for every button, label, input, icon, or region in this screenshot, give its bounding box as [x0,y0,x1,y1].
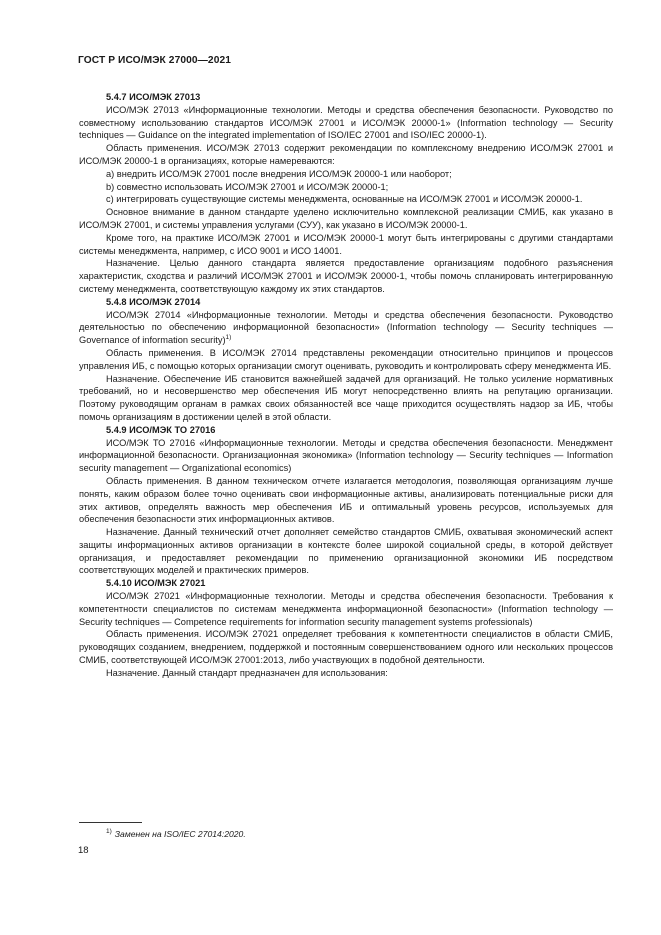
section-heading: 5.4.10 ИСО/МЭК 27021 [106,578,206,589]
paragraph: ИСО/МЭК ТО 27016 «Информационные технологии. Методы и средства обеспечения безопасности. Менеджмент информационной безопасности. Организационная экономика» (Information technology — Security techniques — Information security management — Organizational economics) [79,437,613,474]
paragraph: Область применения. ИСО/МЭК 27013 содержит рекомендации по комплексному внедрению ИСО/МЭК 27001 и ИСО/МЭК 20000-1 в организациях, которые намереваются: [79,143,613,166]
section-heading: 5.4.8 ИСО/МЭК 27014 [106,296,201,307]
list-item: c) интегрировать существующие системы менеджмента, основанные на ИСО/МЭК 27001 и ИСО/МЭК 20000-1. [106,194,583,205]
paragraph: Область применения. ИСО/МЭК 27021 определяет требования к компетентности специалистов в области СМИБ, руководящих созданием, внедрением, поддержкой и постоянным совершенствованием одного или нескольких процессов СМИБ, соответствующей ИСО/МЭК 27001:2013, либо участвующих в подобной деятельности. [79,629,613,666]
footnote-ref: 1) [225,334,232,342]
page-number: 18 [78,845,89,856]
page-header-title: ГОСТ Р ИСО/МЭК 27000—2021 [78,55,231,66]
paragraph: Кроме того, на практике ИСО/МЭК 27001 и ИСО/МЭК 20000-1 могут быть интегрированы с другими стандартами системы менеджмента, например, с ИСО 9001 и ИСО 14001. [79,232,613,256]
paragraph: Назначение. Обеспечение ИБ становится важнейшей задачей для организаций. Не только усиление нормативных требований, но и несовершенство мер обеспечения ИБ могут непосредственно влиять на репутацию организации. Поэтому руководящим органам в рамках своих обязанностей все чаще приходится осуществлять надзор за ИБ, чтобы помочь организациям в достижении целей в этой области. [79,373,613,422]
list-item: b) совместно использовать ИСО/МЭК 27001 и ИСО/МЭК 20000-1; [106,181,389,192]
paragraph: ИСО/МЭК 27021 «Информационные технологии. Методы и средства обеспечения безопасности. Требования к компетентности специалистов по системам менеджмента информационной безопасности» (Information technology — Security techniques — Competence requirements for information security management systems professionals) [79,591,613,627]
paragraph: Область применения. В данном техническом отчете излагается методология, позволяющая организациям лучше понять, каким образом более точно оценивать свои информационные активы, анализировать потенциальные риски для этих активов, определять важность мер обеспечения ИБ и оптимальный уровень ресурсов, используемых для обеспечения безопасности этих информационных активов. [79,475,613,525]
paragraph-text: ИСО/МЭК 27014 «Информационные технологии. Методы и средства обеспечения безопасности. Руководство деятельностью по обеспечению информационной безопасности» (Information technology — Security techniques — Governance of information security) [79,309,613,346]
section-heading: 5.4.9 ИСО/МЭК ТО 27016 [106,424,216,435]
list-item: a) внедрить ИСО/МЭК 27001 после внедрения ИСО/МЭК 20000-1 или наоборот; [106,168,452,179]
footnote [106,826,246,840]
paragraph: Область применения. В ИСО/МЭК 27014 представлены рекомендации относительно принципов и процессов управления ИБ, с помощью которых организации смогут оценивать, руководить и контролировать сферу менеджмента ИБ. [79,347,613,371]
footnote-marker: 1) [106,828,112,835]
paragraph: Назначение. Данный стандарт предназначен для использования: [106,667,388,678]
paragraph: Назначение. Данный технический отчет дополняет семейство стандартов СМИБ, охватывая экономический аспект защиты информационных активов организации в контексте более широкой социальной среды, в которой действует организация, и предоставляет рекомендации по применению организационной экономики ИБ посредством соответствующих моделей и практических примеров. [79,527,613,576]
footnote-divider [79,822,142,823]
paragraph: Основное внимание в данном стандарте уделено исключительно комплексной реализации СМИБ, как указано в ИСО/МЭК 27001, и системы управления услугами (СУУ), как указано в ИСО/МЭК 20000-1. [79,207,613,230]
footnote-text: Заменен на ISO/IEC 27014:2020. [114,829,246,839]
document-body [79,91,613,680]
section-heading: 5.4.7 ИСО/МЭК 27013 [106,92,201,102]
paragraph-with-footnote [79,309,613,347]
paragraph: ИСО/МЭК 27013 «Информационные технологии. Методы и средства обеспечения безопасности. Руководство по совместному использованию стандартов ИСО/МЭК 27001 и ИСО/МЭК 20000-1» (Information technology — Security techniques — Guidance on the integrated implementation of ISO/IEC 27001 and ISO/IEC 20000-1). [79,104,613,141]
paragraph: Назначение. Целью данного стандарта является предоставление организациям подобного разъяснения характеристик, сходства и различий ИСО/МЭК 27001 и ИСО/МЭК 20000-1, чтобы помочь спланировать интегрированную систему менеджмента, соответствующую каждому их этих стандартов. [79,258,613,294]
